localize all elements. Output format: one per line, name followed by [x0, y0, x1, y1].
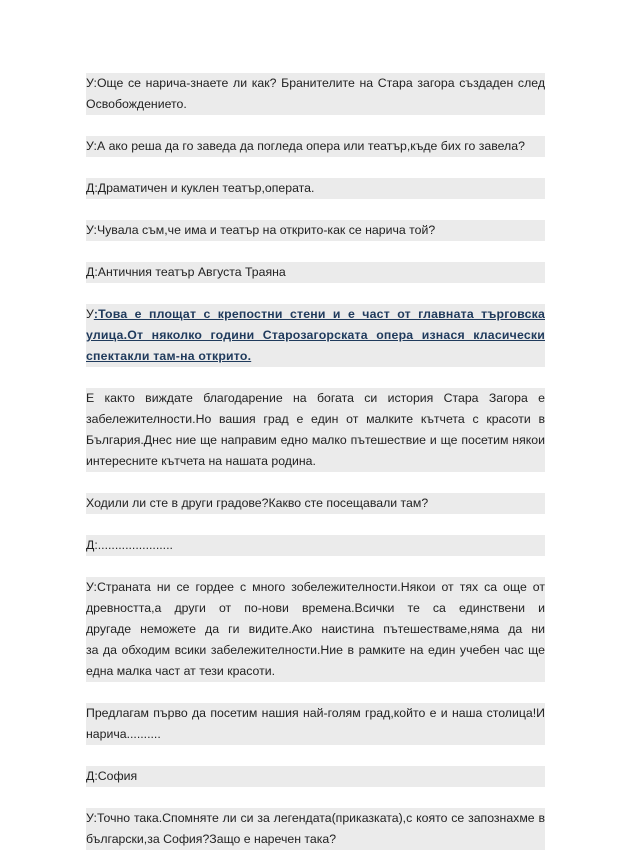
text-line: Е както виждате благодарение на богата си история Стара Загора е: [86, 388, 545, 409]
text-line: Д:Античния театър Августа Траяна: [86, 262, 545, 283]
text-line: У:Още се нарича-знаете ли как? Бранителите на Стара загора създаден след: [86, 73, 545, 94]
text-line: Д:София: [86, 766, 545, 787]
text-line: забележителности.Но вашия град е един от малките кътчета с красоти в: [86, 409, 545, 430]
text-line: Ходили ли сте в други градове?Какво сте посещавали там?: [86, 493, 545, 514]
text-line: за да обходим всики забележителности.Ние в рамките на един учебен час ще: [86, 640, 545, 661]
text-line: У:А ако реша да го заведа да погледа опера или театър,къде бих го завела?: [86, 136, 545, 157]
text-line: [86, 304, 545, 325]
text-line: Освобождението.: [86, 94, 545, 115]
text-line: Д:......................: [86, 535, 545, 556]
text-line: [86, 346, 545, 367]
text-line: Предлагам първо да посетим нашия най-голям град,който е и наша столица!И: [86, 703, 545, 724]
speaker-prefix: У: [86, 307, 94, 321]
text-line: [86, 325, 545, 346]
bold-underlined-text: улица.От няколко години Старозагорската опера изнася класически: [86, 328, 545, 342]
text-line: У:Страната ни се гордее с много зобележителности.Някои от тях са още от: [86, 577, 545, 598]
bold-underlined-text: :Това е площат с крепостни стени и е част от главната търговска: [93, 307, 545, 321]
text-line: интересните кътчета на нашата родина.: [86, 451, 545, 472]
text-line: Д:Драматичен и куклен театър,операта.: [86, 178, 545, 199]
text-line: У:Точно така.Спомняте ли си за легендата(приказката),с която се запознахме в: [86, 808, 545, 829]
text-line: другаде неможете да ги видите.Ако наистина пътешестваме,няма да ни: [86, 619, 545, 640]
text-line: български,за София?Защо е наречен така?: [86, 829, 545, 850]
dialogue-text: [86, 73, 545, 850]
text-line: У:Чувала съм,че има и театър на открито-как се нарича той?: [86, 220, 545, 241]
text-line: древността,а други от по-нови времена.Всички те са единствени и: [86, 598, 545, 619]
text-line: нарича..........: [86, 724, 545, 745]
bold-underlined-text: спектакли там-на открито.: [86, 349, 252, 363]
text-line: България.Днес ние ще направим едно малко пътешествие и ще посетим някои: [86, 430, 545, 451]
text-line: една малка част ат тези красоти.: [86, 661, 545, 682]
